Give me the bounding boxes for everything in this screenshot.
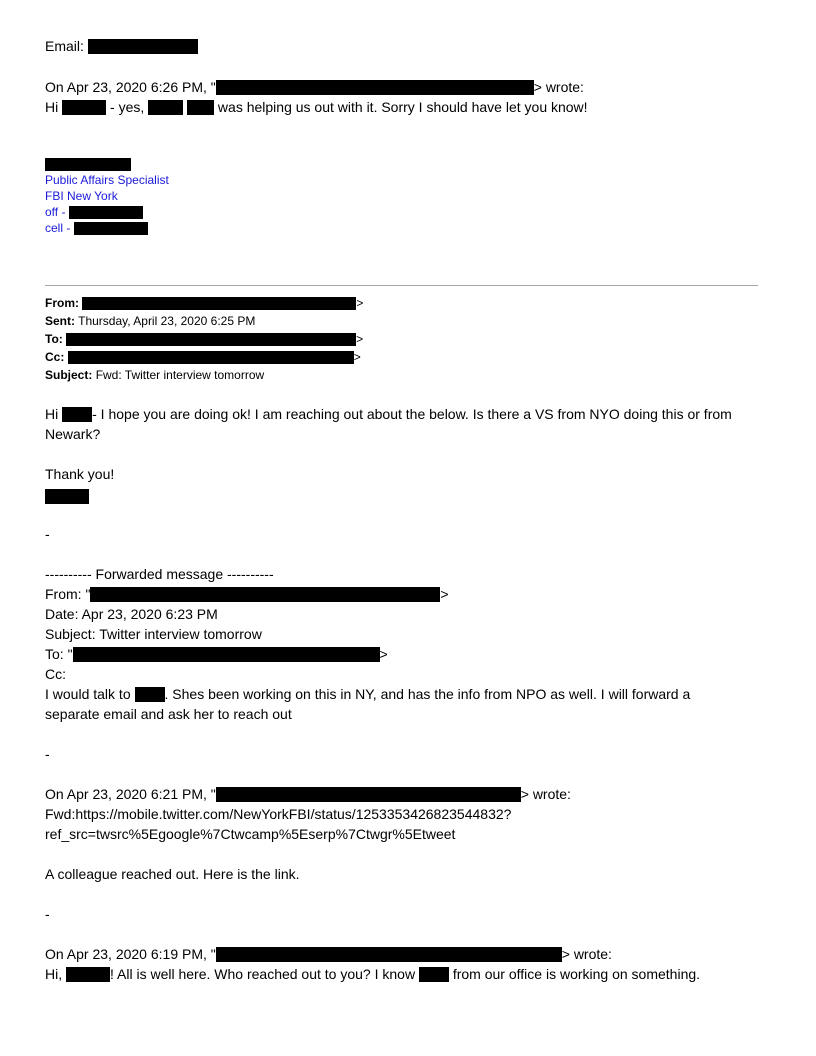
forward-thanks: Thank you! [45, 466, 115, 482]
forwarded-cc: Cc: [45, 666, 66, 682]
redaction-block [45, 158, 131, 171]
forwarded-separator: ---------- Forwarded message ---------- [45, 566, 274, 582]
twitter-link-line2[interactable]: ref_src=twsrc%5Egoogle%7Ctwcamp%5Eserp%7Ctwgr%5Etweet [45, 826, 456, 842]
body-greeting: Hi, [45, 966, 63, 982]
email-suffix: > [356, 332, 364, 346]
email-suffix: > [379, 646, 388, 662]
forward-body-line2: Newark? [45, 426, 101, 442]
reply-header-suffix: > wrote: [533, 79, 584, 95]
forward-sent [45, 312, 255, 330]
to-prefix: To: " [45, 646, 73, 662]
forwarded-body-line2: separate email and ask her to reach out [45, 706, 292, 722]
forwarded-to [45, 644, 388, 664]
email-label: Email: [45, 38, 84, 54]
reply-header-619 [45, 944, 612, 964]
redaction-block [216, 787, 521, 802]
redaction-block [66, 967, 110, 982]
phone-label: cell - [45, 221, 71, 235]
from-prefix: From: " [45, 586, 91, 602]
reply-body-626 [45, 97, 588, 117]
forward-from [45, 294, 363, 312]
forward-body-line1 [45, 404, 732, 424]
forwarded-subject: Subject: Twitter interview tomorrow [45, 626, 262, 642]
redaction-block [45, 489, 89, 504]
email-line [45, 36, 198, 56]
redaction-block [62, 407, 92, 422]
signature-cell-phone [45, 220, 148, 236]
reply-body-621: A colleague reached out. Here is the link. [45, 866, 300, 882]
redaction-block [73, 647, 380, 662]
forward-subject [45, 366, 264, 384]
sent-value: Thursday, April 23, 2020 6:25 PM [78, 314, 256, 328]
redaction-block [82, 297, 356, 310]
dash-separator: - [45, 746, 50, 762]
redaction-block [88, 39, 198, 54]
forwarded-from [45, 584, 449, 604]
redaction-block [419, 967, 449, 982]
redaction-block [216, 80, 534, 95]
cc-label: Cc: [45, 350, 65, 364]
dash-separator: - [45, 906, 50, 922]
redaction-block [66, 333, 356, 346]
body-text: was helping us out with it. Sorry I should have let you know! [217, 99, 588, 115]
sent-label: Sent: [45, 314, 75, 328]
to-label: To: [45, 332, 63, 346]
reply-header-suffix: > wrote: [520, 786, 571, 802]
reply-header-prefix: On Apr 23, 2020 6:19 PM, " [45, 946, 216, 962]
email-suffix: > [356, 296, 364, 310]
body-text: . Shes been working on this in NY, and has the info from NPO as well. I will forward a [164, 686, 691, 702]
reply-body-619 [45, 964, 700, 984]
reply-header-prefix: On Apr 23, 2020 6:26 PM, " [45, 79, 216, 95]
forward-to [45, 330, 363, 348]
body-greeting: Hi [45, 99, 59, 115]
divider [45, 285, 758, 286]
body-text: ! All is well here. Who reached out to you? I know [110, 966, 416, 982]
body-text: - yes, [110, 99, 145, 115]
email-suffix: > [353, 350, 361, 364]
signature-office: FBI New York [45, 189, 118, 203]
redaction-block [62, 100, 106, 115]
redaction-block [216, 947, 562, 962]
redaction-block [90, 587, 440, 602]
body-greeting: Hi [45, 406, 59, 422]
reply-header-prefix: On Apr 23, 2020 6:21 PM, " [45, 786, 216, 802]
body-text: from our office is working on something. [452, 966, 701, 982]
signature-office-phone [45, 204, 143, 220]
signature-title: Public Affairs Specialist [45, 173, 169, 187]
reply-header-suffix: > wrote: [561, 946, 612, 962]
subject-label: Subject: [45, 368, 93, 382]
redaction-block [74, 222, 148, 235]
redaction-block [69, 206, 143, 219]
reply-header-626 [45, 77, 584, 97]
body-text: - I hope you are doing ok! I am reaching out about the below. Is there a VS from NYO doing this or from [92, 406, 732, 422]
forward-signoff [45, 486, 89, 506]
forward-cc [45, 348, 361, 366]
redaction-block [148, 100, 183, 115]
dash-separator: - [45, 526, 50, 542]
signature-name [45, 156, 131, 172]
twitter-link-line1[interactable]: Fwd:https://mobile.twitter.com/NewYorkFBI/status/1253353426823544832? [45, 806, 512, 822]
redaction-block [68, 351, 354, 364]
phone-label: off - [45, 205, 66, 219]
subject-value: Fwd: Twitter interview tomorrow [95, 368, 265, 382]
reply-header-621 [45, 784, 571, 804]
from-label: From: [45, 296, 79, 310]
forwarded-date: Date: Apr 23, 2020 6:23 PM [45, 606, 218, 622]
email-suffix: > [440, 586, 449, 602]
body-text: I would talk to [45, 686, 131, 702]
forwarded-body-line1 [45, 684, 690, 704]
redaction-block [135, 687, 165, 702]
redaction-block [187, 100, 214, 115]
